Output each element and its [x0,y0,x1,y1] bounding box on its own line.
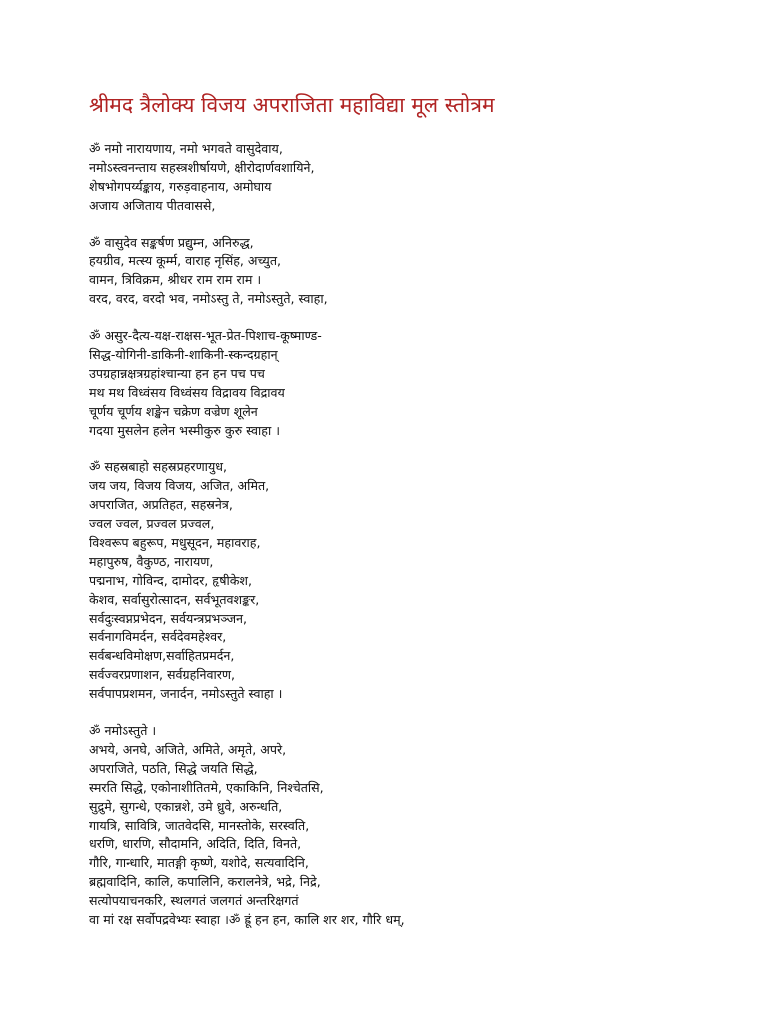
stanza [89,140,749,216]
verse-line: महापुरुष, वैकुण्ठ, नारायण, [89,553,214,569]
stanza [89,458,749,704]
verse-line: वामन, त्रिविक्रम, श्रीधर राम राम राम । [89,272,262,288]
verse-line: सर्वनागविमर्दन, सर्वदेवमहेश्वर, [89,629,227,645]
verse-line: स्मरति सिद्धे, एकोनाशीतितमे, एकाकिनि, निश्चेतसि, [89,779,324,795]
verse-line: सर्वबन्धविमोक्षण,सर्वाहितप्रमर्दन, [89,648,235,664]
verse-line: अपराजिते, पठति, सिद्धे जयति सिद्धे, [89,760,258,776]
verse-line: गदया मुसलेन हलेन भस्मीकुरु कुरु स्वाहा । [89,422,280,438]
verse-line: सत्योपयाचनकरि, स्थलगतं जलगतं अन्तरिक्षगतं [89,893,299,909]
verse-line: हयग्रीव, मत्स्य कूर्म्म, वाराह नृसिंह, अच्युत, [89,253,282,269]
verse-line: धरणि, धारणि, सौदामनि, अदिति, दिति, विनते, [89,836,302,852]
verse-line: विश्वरूप बहुरूप, मधुसूदन, महावराह, [89,535,261,551]
verse-line: ब्रह्मवादिनि, कालि, कपालिनि, करालनेत्रे, भद्रे, निद्रे, [89,874,321,890]
verse-line: अपराजित, अप्रतिहत, सहस्रनेत्र, [89,497,233,513]
verse-line: ॐ वासुदेव सङ्कर्षण प्रद्युम्न, अनिरुद्ध, [89,234,254,250]
verse-line: केशव, सर्वासुरोत्सादन, सर्वभूतवशङ्कर, [89,591,260,607]
verse-line: अभये, अनघे, अजिते, अमिते, अमृते, अपरे, [89,741,287,757]
verse-line: उपग्रहान्नक्षत्रग्रहांश्चान्या हन हन पच पच [89,365,265,381]
verse-line: ॐ नमो नारायणाय, नमो भगवते वासुदेवाय, [89,141,283,156]
verse-line: ज्वल ज्वल, प्रज्वल प्रज्वल, [89,516,215,532]
verse-line: वरद, वरद, वरदो भव, नमोऽस्तु ते, नमोऽस्तुते, स्वाहा, [89,291,328,307]
verse-line: सिद्ध-योगिनी-डाकिनी-शाकिनी-स्कन्दग्रहान् [89,347,278,363]
stanza [89,234,749,310]
stanza [89,722,749,930]
verse-line: ॐ नमोऽस्तुते । [89,723,157,739]
verse-line: जय जय, विजय विजय, अजित, अमित, [89,478,270,494]
verse-line: सर्वदुःस्वप्नप्रभेदन, सर्वयन्त्रप्रभञ्जन, [89,610,248,626]
verse-line: नमोऽस्त्वनन्ताय सहस्त्रशीर्षायणे, क्षीरोदार्णवशायिने, [89,159,315,175]
verse-line: सर्वपापप्रशमन, जनार्दन, नमोऽस्तुते स्वाहा । [89,686,283,702]
verse-line: ॐ असुर-दैत्य-यक्ष-राक्षस-भूत-प्रेत-पिशाच-कूष्माण्ड- [89,328,322,344]
verse-line: पद्मनाभ, गोविन्द, दामोदर, हृषीकेश, [89,572,252,588]
verse-line: चूर्णय चूर्णय शङ्खेन चक्रेण वज्रेण शूलेन [89,403,258,419]
verse-line: सुद्रुमे, सुगन्धे, एकान्नशे, उमे ध्रुवे, अरुन्धति, [89,798,283,814]
stanza [89,327,749,440]
document-title: श्रीमद त्रैलोक्य विजय अपराजिता महाविद्या मूल स्तोत्रम [89,93,495,117]
verse-line: गायत्रि, सावित्रि, जातवेदसि, मानस्तोके, सरस्वति, [89,817,310,833]
verse-line: मथ मथ विध्वंसय विध्वंसय विद्रावय विद्रावय [89,384,285,400]
verse-line: सर्वज्वरप्रणाशन, सर्वग्रहनिवारण, [89,667,236,683]
verse-line: शेषभोगपर्य्यङ्काय, गरुड़वाहनाय, अमोघाय [89,178,272,194]
verse-line: गौरि, गान्धारि, मातङ्गी कृष्णे, यशोदे, सत्यवादिनि, [89,855,309,871]
verse-line: वा मां रक्ष सर्वोपद्रवेभ्यः स्वाहा ।ॐ ह्रूं हन हन, कालि शर शर, गौरि धम्, [89,911,405,927]
verse-line: अजाय अजिताय पीतवाससे, [89,197,216,213]
verse-line: ॐ सहस्रबाहो सहस्रप्रहरणायुध, [89,459,227,475]
document-body [89,140,749,948]
